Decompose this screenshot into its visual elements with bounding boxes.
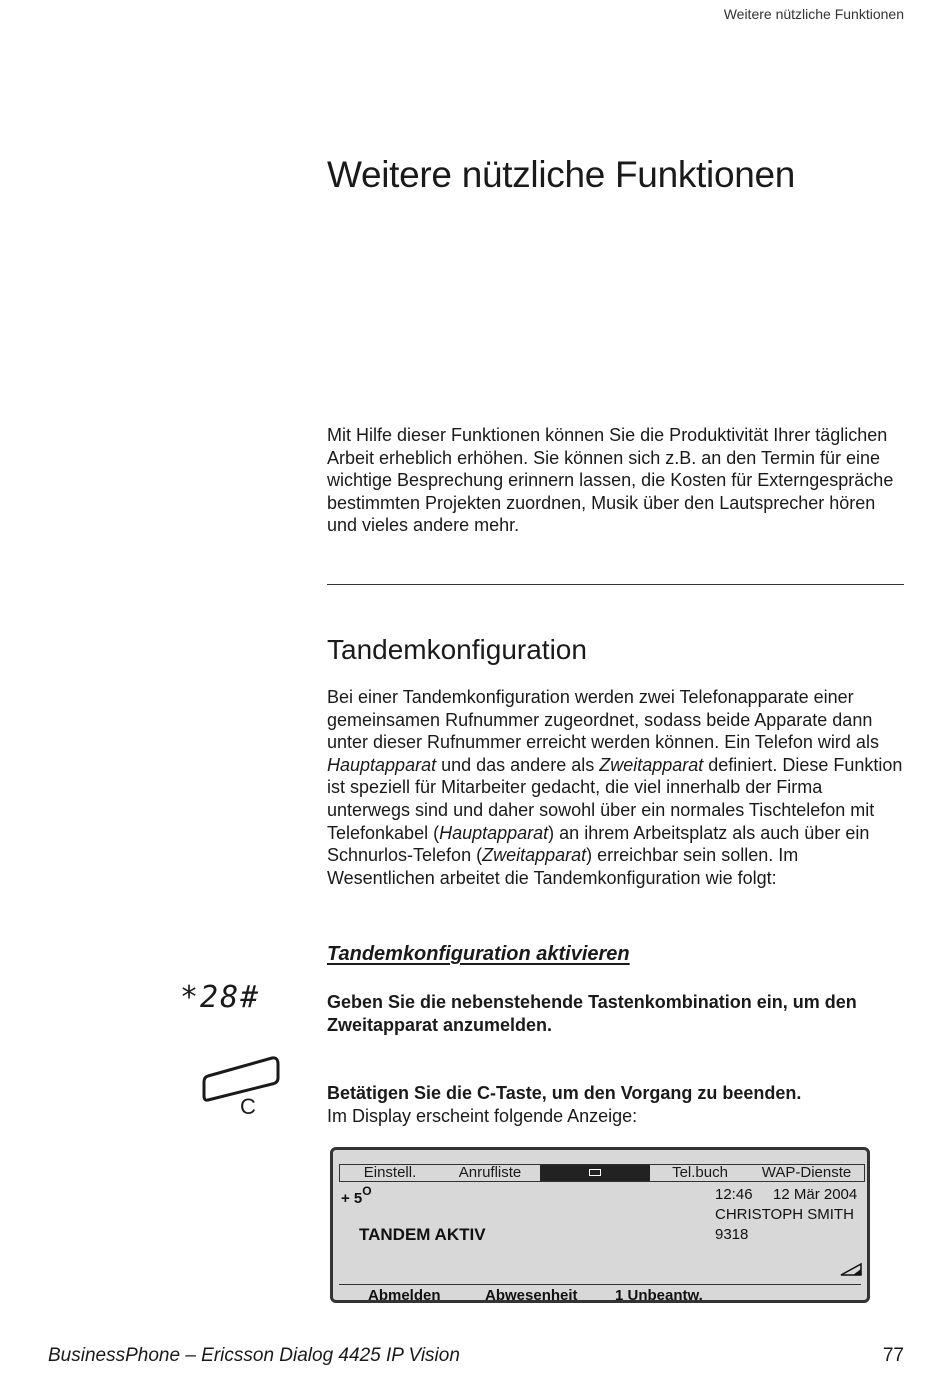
display-tab-bar	[339, 1164, 865, 1182]
section-title: Tandemkonfiguration	[327, 634, 587, 665]
subsection-title: Tandemkonfiguration aktivieren	[327, 943, 630, 965]
softkey-abwesenheit: Abwesenheit	[485, 1287, 578, 1304]
running-header: Weitere nützliche Funktionen	[723, 6, 904, 22]
signal-strength-icon	[840, 1262, 862, 1276]
c-key-label: C	[240, 1094, 256, 1118]
emphasis-zweitapparat: Zweitapparat	[482, 845, 587, 866]
footer-title: BusinessPhone – Ericsson Dialog 4425 IP Vision	[48, 1345, 460, 1366]
window-icon	[589, 1169, 601, 1176]
display-time: 12:46	[715, 1186, 753, 1203]
softkey-unbeantw: 1 Unbeantw.	[615, 1287, 703, 1304]
display-divider	[339, 1284, 861, 1285]
display-status: TANDEM AKTIV	[359, 1225, 486, 1244]
tab-wap-dienste: WAP-Dienste	[761, 1164, 852, 1181]
section-divider	[327, 584, 904, 585]
page-number: 77	[882, 1345, 904, 1366]
display-name: CHRISTOPH SMITH	[715, 1206, 854, 1223]
step-instruction-2	[327, 1082, 902, 1127]
body-text: und das andere als	[436, 754, 600, 775]
emphasis-hauptapparat: Hauptapparat	[327, 754, 437, 775]
phone-display	[330, 1147, 870, 1303]
body-text: ) erreichbar sein sollen. Im Wesentlichen arbeitet die Tandemkonfiguration wie folgt:	[327, 845, 799, 888]
emphasis-zweitapparat: Zweitapparat	[599, 754, 704, 775]
intro-paragraph: Mit Hilfe dieser Funktionen können Sie die Produktivität Ihrer täglichen Arbeit erheblich erhöhen. Sie können sich z.B. an den Termin für eine wichtige Besprechung erinnern lassen, die Kosten für Externgespräche bestimmten Projekten zuordnen, Musik über den Lautsprecher hören und vieles andere mehr.	[327, 425, 894, 536]
body-text: ) an ihrem Arbeitsplatz als auch über ein Schnurlos-Telefon (	[327, 822, 870, 866]
tab-active	[540, 1165, 650, 1181]
key-combination: *28#	[180, 980, 261, 1015]
body-text: definiert. Diese Funktion ist speziell für Mitarbeiter gedacht, die viel innerhalb der Firma unterwegs sind und daher sowohl über ein normales Tischtelefon mit Telefonkabel (	[327, 754, 903, 843]
body-text: Bei einer Tandemkonfiguration werden zwei Telefonapparate einer gemeinsamen Rufnummer zugeordnet, sodass beide Apparate dann unter dieser Rufnummer erreicht werden können. Ein Telefon wird als	[327, 687, 879, 753]
emphasis-hauptapparat: Hauptapparat	[439, 822, 549, 843]
step2-bold: Betätigen Sie die C-Taste, um den Vorgang zu beenden.	[327, 1083, 802, 1103]
chapter-title: Weitere nützliche Funktionen	[327, 154, 796, 195]
display-date: 12 Mär 2004	[773, 1186, 858, 1203]
c-key-icon	[200, 1052, 284, 1118]
tab-telbuch: Tel.buch	[672, 1164, 728, 1181]
tab-anrufliste: Anrufliste	[458, 1164, 522, 1181]
tandem-description	[327, 686, 907, 889]
display-number: + $5^O$	[341, 1184, 372, 1207]
step2-normal: Im Display erscheint folgende Anzeige:	[327, 1105, 638, 1126]
display-extension: 9318	[715, 1226, 749, 1243]
tab-einstell: Einstell.	[363, 1164, 417, 1181]
softkey-abmelden: Abmelden	[368, 1287, 441, 1304]
step-instruction-1: Geben Sie die nebenstehende Tastenkombination ein, um den Zweitapparat anzumelden.	[327, 992, 857, 1035]
